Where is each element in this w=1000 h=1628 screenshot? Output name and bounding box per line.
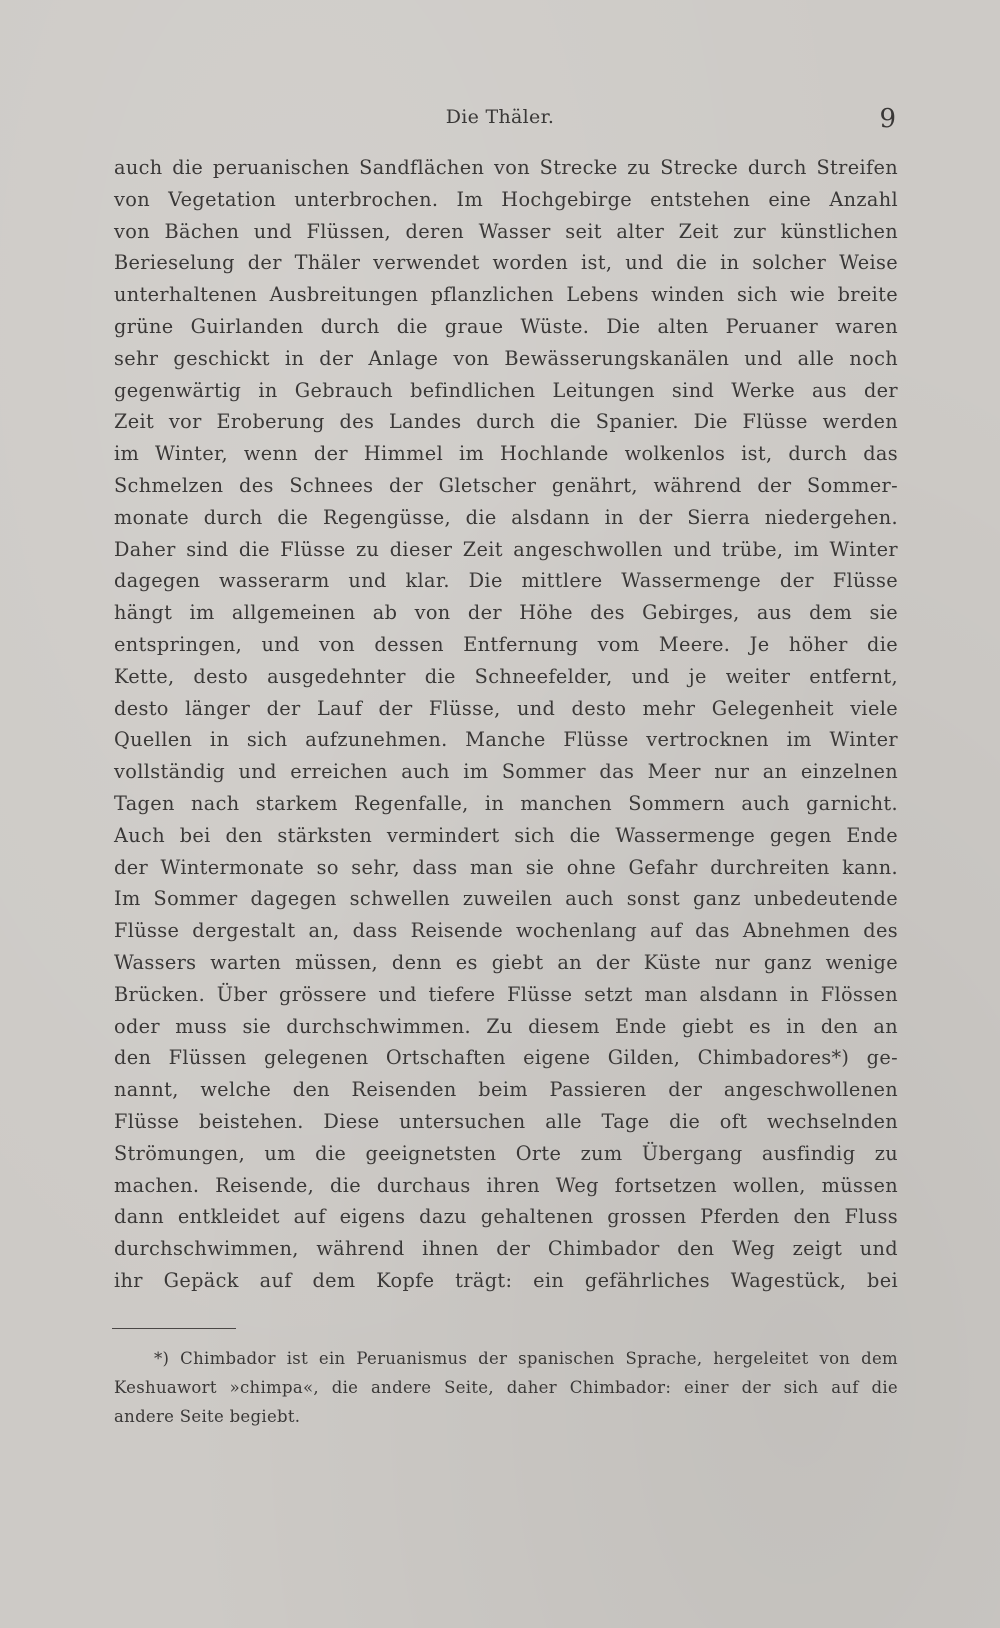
body-text bbox=[114, 152, 898, 1297]
footnote-line: *) Chimbador ist ein Peruanismus der spanischen Sprache, hergeleitet von dem bbox=[154, 1349, 898, 1368]
body-line: Daher sind die Flüsse zu dieser Zeit angeschwollen und trübe, im Winter bbox=[114, 537, 898, 561]
body-line: auch die peruanischen Sandflächen von Strecke zu Strecke durch Streifen bbox=[114, 156, 898, 179]
footnote-rule bbox=[112, 1328, 236, 1329]
body-line: monate durch die Regengüsse, die alsdann in der Sierra niedergehen. bbox=[114, 505, 898, 529]
body-line: dann entkleidet auf eigens dazu gehaltenen grossen Pferden den Fluss bbox=[114, 1205, 898, 1229]
body-line: im Winter, wenn der Himmel im Hochlande wolkenlos ist, durch das bbox=[114, 442, 898, 466]
body-line: von Bächen und Flüssen, deren Wasser seit alter Zeit zur künstlichen bbox=[114, 219, 898, 243]
footnote-line: andere Seite begiebt. bbox=[114, 1407, 301, 1426]
running-title: Die Thäler. bbox=[445, 106, 555, 128]
body-line: Zeit vor Eroberung des Landes durch die Spanier. Die Flüsse werden bbox=[114, 410, 898, 434]
body-line: unterhaltenen Ausbreitungen pflanzlichen Lebens winden sich wie breite bbox=[114, 283, 898, 307]
body-line: den Flüssen gelegenen Ortschaften eigene Gilden, Chimbadores*) ge- bbox=[114, 1046, 898, 1070]
body-line: Wassers warten müssen, denn es giebt an der Küste nur ganz wenige bbox=[114, 950, 898, 974]
body-line: oder muss sie durchschwimmen. Zu diesem Ende giebt es in den an bbox=[114, 1014, 898, 1038]
footnote bbox=[114, 1344, 898, 1431]
body-line: Flüsse dergestalt an, dass Reisende wochenlang auf das Abnehmen des bbox=[114, 919, 898, 943]
body-line: Quellen in sich aufzunehmen. Manche Flüsse vertrocknen im Winter bbox=[114, 728, 898, 752]
body-line: der Wintermonate so sehr, dass man sie ohne Gefahr durchreiten kann. bbox=[114, 855, 898, 879]
body-line: Flüsse beistehen. Diese untersuchen alle Tage die oft wechselnden bbox=[114, 1109, 898, 1133]
body-line: hängt im allgemeinen ab von der Höhe des Gebirges, aus dem sie bbox=[114, 601, 898, 625]
body-line: dagegen wasserarm und klar. Die mittlere Wassermenge der Flüsse bbox=[114, 569, 898, 593]
body-line: machen. Reisende, die durchaus ihren Weg fortsetzen wollen, müssen bbox=[114, 1173, 898, 1197]
body-line: Auch bei den stärksten vermindert sich die Wassermenge gegen Ende bbox=[114, 823, 898, 847]
body-line: Im Sommer dagegen schwellen zuweilen auch sonst ganz unbedeutende bbox=[114, 887, 898, 911]
body-line: Tagen nach starkem Regenfalle, in manchen Sommern auch garnicht. bbox=[114, 791, 898, 815]
body-line: ihr Gepäck auf dem Kopfe trägt: ein gefährliches Wagestück, bei bbox=[114, 1268, 898, 1292]
body-line: Berieselung der Thäler verwendet worden ist, und die in solcher Weise bbox=[114, 251, 898, 275]
body-line: Schmelzen des Schnees der Gletscher genährt, während der Sommer- bbox=[114, 473, 898, 497]
body-line: desto länger der Lauf der Flüsse, und desto mehr Gelegenheit viele bbox=[114, 696, 898, 720]
body-line: grüne Guirlanden durch die graue Wüste. Die alten Peruaner waren bbox=[114, 314, 898, 338]
body-line: Strömungen, um die geeignetsten Orte zum Übergang ausfindig zu bbox=[114, 1141, 898, 1165]
body-line: von Vegetation unterbrochen. Im Hochgebirge entstehen eine Anzahl bbox=[114, 187, 898, 211]
body-line: gegenwärtig in Gebrauch befindlichen Leitungen sind Werke aus der bbox=[114, 378, 898, 402]
body-line: durchschwimmen, während ihnen der Chimbador den Weg zeigt und bbox=[114, 1237, 898, 1261]
body-line: entspringen, und von dessen Entfernung vom Meere. Je höher die bbox=[114, 632, 898, 656]
body-line: sehr geschickt in der Anlage von Bewässerungskanälen und alle noch bbox=[114, 346, 898, 370]
body-line: vollständig und erreichen auch im Sommer das Meer nur an einzelnen bbox=[114, 760, 898, 784]
running-head bbox=[0, 104, 1000, 134]
page-number: 9 bbox=[879, 104, 896, 134]
body-line: Kette, desto ausgedehnter die Schneefelder, und je weiter entfernt, bbox=[114, 664, 898, 688]
body-line: nannt, welche den Reisenden beim Passieren der angeschwollenen bbox=[114, 1078, 898, 1102]
footnote-line: Keshuawort »chimpa«, die andere Seite, daher Chimbador: einer der sich auf die bbox=[114, 1378, 898, 1397]
body-line: Brücken. Über grössere und tiefere Flüsse setzt man alsdann in Flössen bbox=[114, 982, 898, 1006]
